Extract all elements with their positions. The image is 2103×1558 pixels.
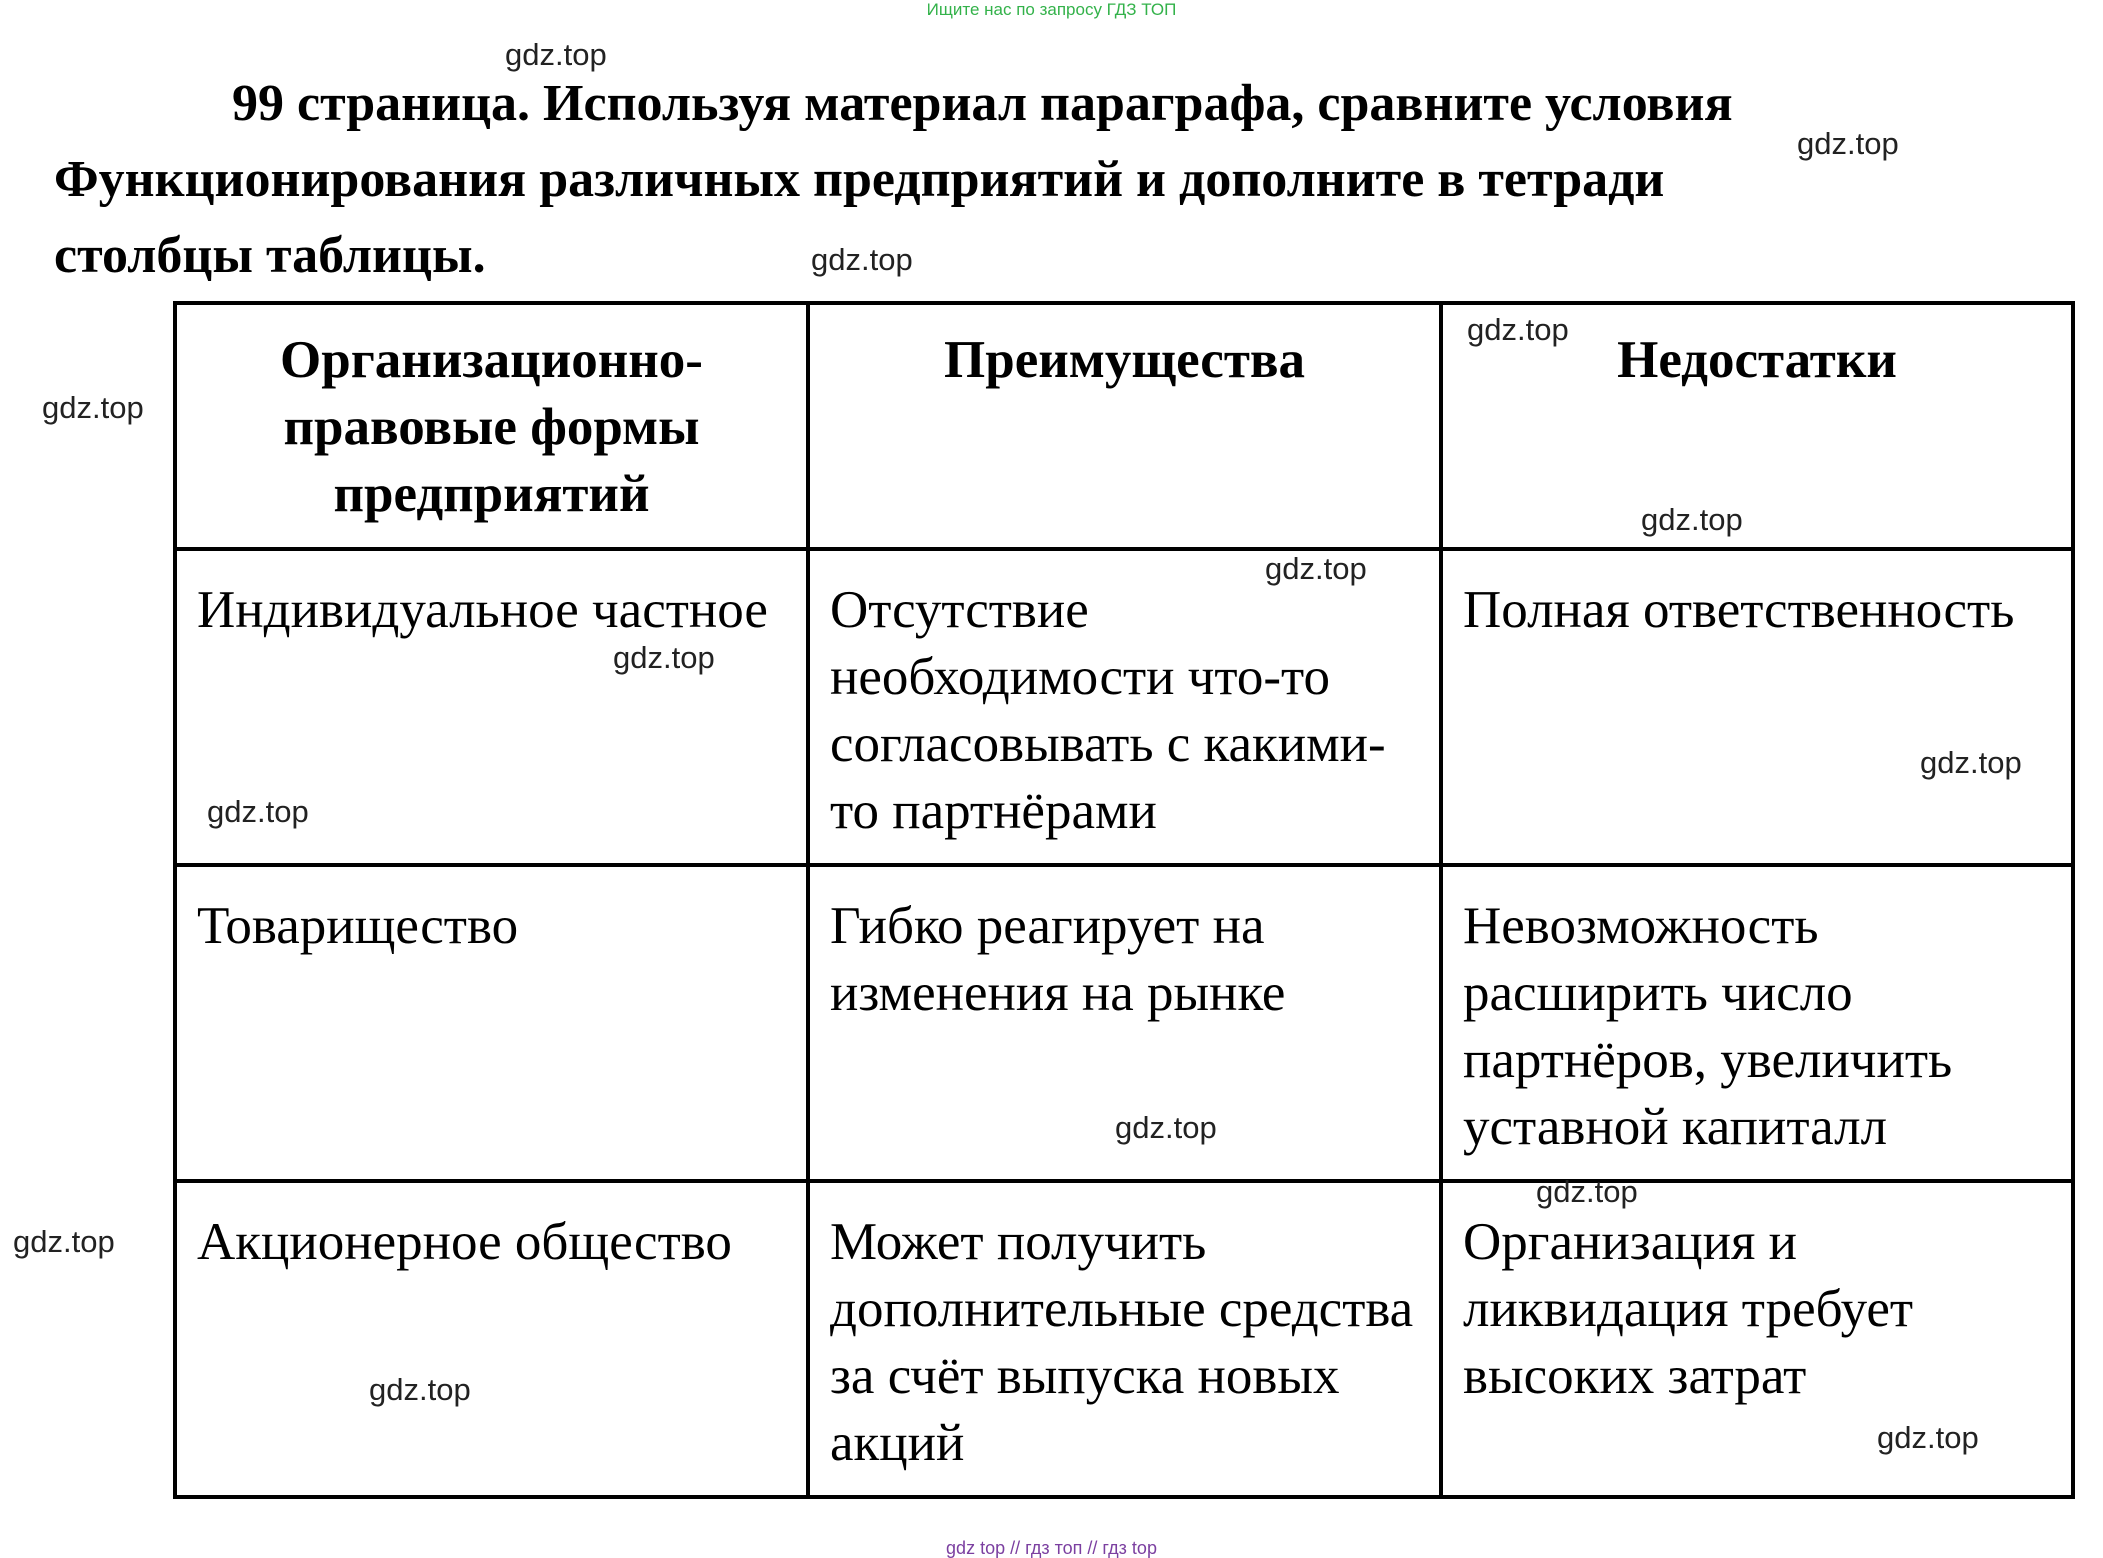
watermark: gdz.top	[369, 1372, 471, 1407]
watermark: gdz.top	[1536, 1174, 1638, 1209]
watermark: gdz.top	[1920, 745, 2022, 780]
comparison-table	[173, 301, 2075, 1499]
watermark: gdz.top	[1115, 1110, 1217, 1145]
table-cell: Акционерное общество	[175, 1181, 808, 1497]
watermark: gdz.top	[1797, 126, 1899, 161]
watermark: gdz.top	[505, 37, 607, 72]
top-banner: Ищите нас по запросу ГДЗ ТОП	[926, 0, 1177, 19]
header-cell-disadvantages: Недостатки	[1441, 303, 2073, 549]
table-cell: Гибко реагирует на изменения на рынке	[808, 865, 1441, 1181]
watermark: gdz.top	[613, 640, 715, 675]
watermark: gdz.top	[42, 390, 144, 425]
watermark: gdz.top	[1265, 551, 1367, 586]
header-cell-forms: Организационно-правовые формы предприятий	[175, 303, 808, 549]
page-title-line-3: столбцы таблицы.	[54, 227, 486, 284]
watermark: gdz.top	[13, 1224, 115, 1259]
table-cell: Полная ответственность	[1441, 549, 2073, 865]
watermark: gdz.top	[1467, 312, 1569, 347]
watermark: gdz.top	[1641, 502, 1743, 537]
table-cell: Организация и ликвидация требует высоких затрат	[1441, 1181, 2073, 1497]
table-header-row	[175, 303, 2073, 549]
table-row	[175, 549, 2073, 865]
page-title-line-2: Функционирования различных предприятий и дополните в тетради	[54, 151, 1665, 208]
header-cell-advantages: Преимущества	[808, 303, 1441, 549]
table-cell: Товарищество	[175, 865, 808, 1181]
table-cell: Может получить дополнительные средства за счёт выпуска новых акций	[808, 1181, 1441, 1497]
table-cell: Индивидуальное частное	[175, 549, 808, 865]
footer-banner: gdz top // гдз топ // гдз top	[946, 1538, 1157, 1558]
watermark: gdz.top	[811, 242, 913, 277]
table-cell: Невозможность расширить число партнёров, увеличить уставной капиталл	[1441, 865, 2073, 1181]
table-row	[175, 1181, 2073, 1497]
watermark: gdz.top	[1877, 1420, 1979, 1455]
page-title-line-1: 99 страница. Используя материал параграфа, сравните условия	[232, 75, 1733, 132]
watermark: gdz.top	[207, 794, 309, 829]
table-cell: Отсутствие необходимости что-то согласовывать с какими-то партнёрами	[808, 549, 1441, 865]
